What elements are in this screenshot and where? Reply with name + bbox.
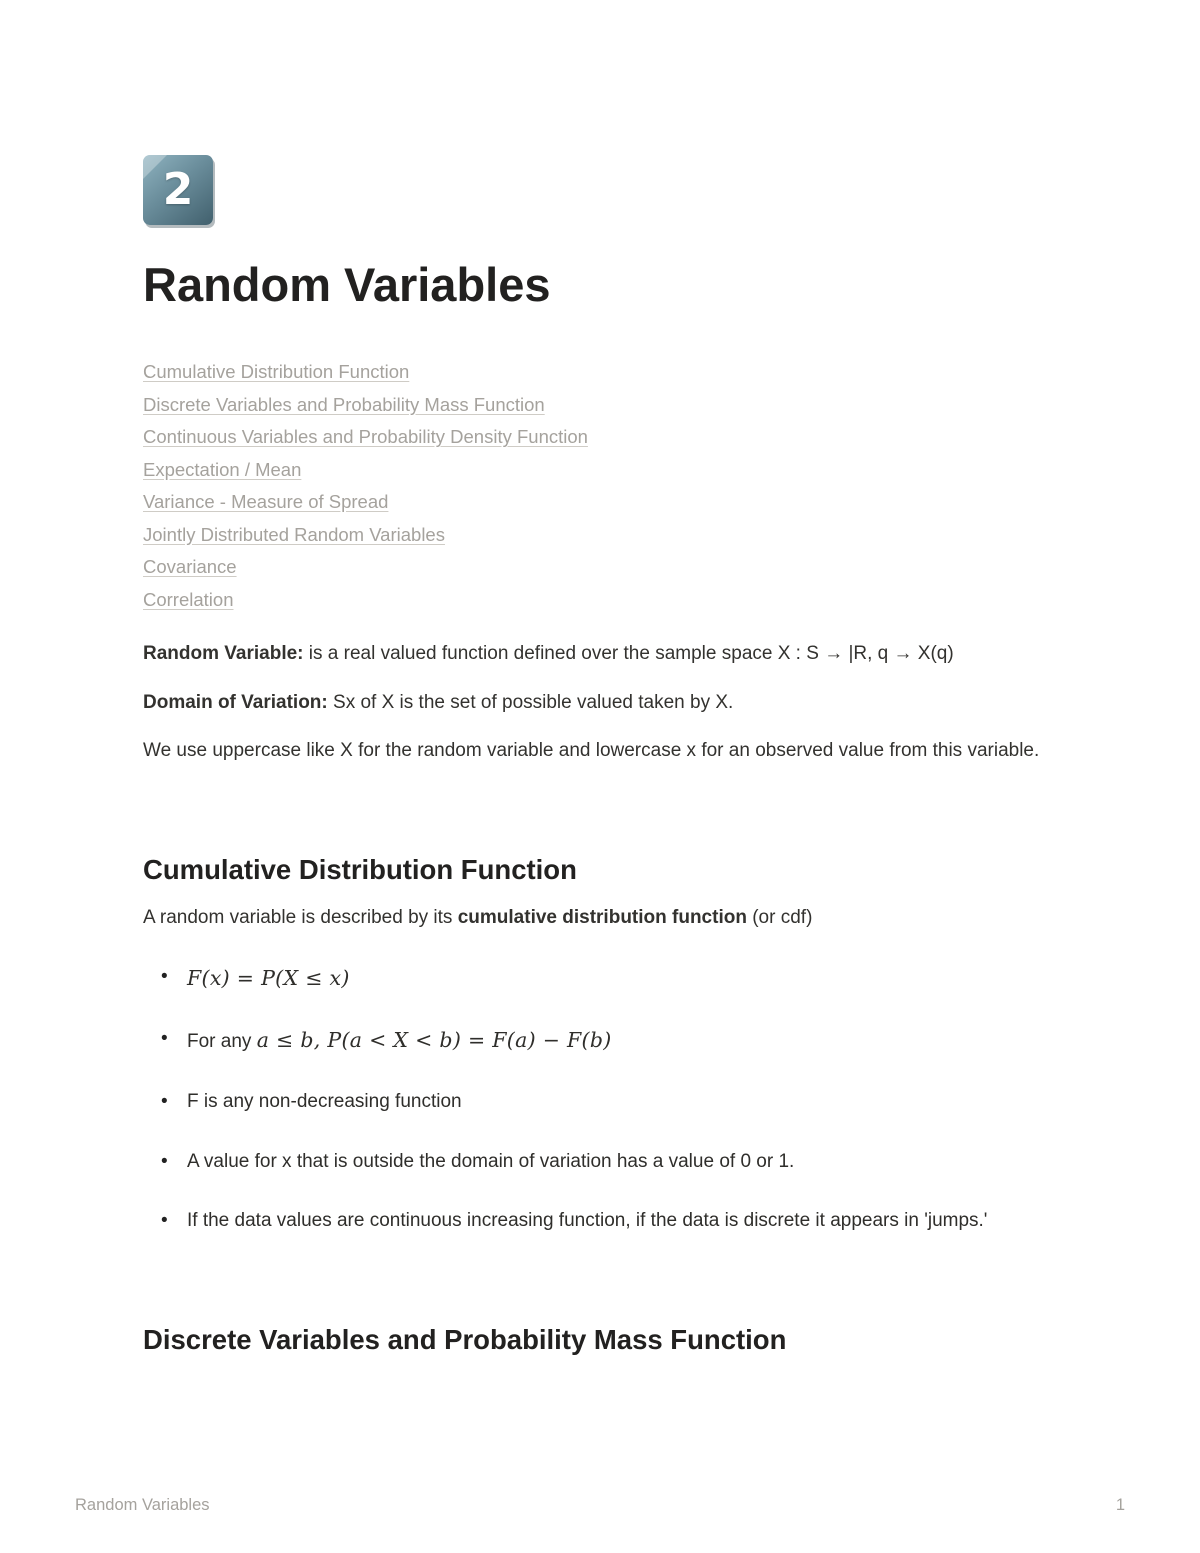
- paragraph-domain-of-variation: [143, 687, 1057, 720]
- table-of-contents: [143, 356, 1057, 616]
- paragraph-random-variable-definition: [143, 638, 1057, 671]
- list-item: [161, 1086, 1057, 1119]
- list-item-text: For any: [187, 1031, 257, 1053]
- section-heading-cdf: Cumulative Distribution Function: [143, 854, 577, 886]
- cdf-bullet-list: [143, 961, 1057, 1238]
- math-expression: F(x) = P(X ≤ x): [187, 965, 350, 990]
- list-item-text: F is any non-decreasing function: [187, 1091, 462, 1113]
- footer-document-title: Random Variables: [75, 1496, 210, 1514]
- section-heading-pmf: Discrete Variables and Probability Mass Function: [143, 1324, 787, 1356]
- toc-link-covariance[interactable]: Covariance: [143, 556, 237, 577]
- list-item: [161, 1205, 1057, 1238]
- list-item-text: A value for x that is outside the domain of variation has a value of 0 or 1.: [187, 1150, 795, 1172]
- cdf-intro-post: (or cdf): [746, 907, 813, 929]
- toc-link-variance[interactable]: Variance - Measure of Spread: [143, 491, 389, 512]
- toc-link-jointly-distributed[interactable]: Jointly Distributed Random Variables: [143, 523, 445, 545]
- term-random-variable: Random Variable:: [143, 643, 304, 664]
- page-icon-digit: 2: [162, 164, 194, 215]
- toc-link-continuous-variables-pdf[interactable]: Continuous Variables and Probability Density Function: [143, 426, 588, 447]
- paragraph-cdf-intro: [143, 902, 1057, 935]
- toc-link-cumulative-distribution-function[interactable]: Cumulative Distribution Function: [143, 361, 410, 382]
- list-item: [161, 1146, 1057, 1179]
- list-item: [161, 1023, 1057, 1059]
- page-icon-keycap-2: [143, 155, 213, 225]
- paragraph-uppercase-convention: We use uppercase like X for the random variable and lowercase x for an observed value from this variable.: [143, 740, 1040, 762]
- definition-text: Sx of X is the set of possible valued taken by X.: [327, 691, 734, 713]
- toc-link-discrete-variables-pmf[interactable]: Discrete Variables and Probability Mass Function: [143, 393, 545, 415]
- toc-link-expectation-mean[interactable]: Expectation / Mean: [143, 458, 302, 480]
- page-footer: [75, 1496, 1125, 1515]
- list-item-text: If the data values are continuous increasing function, if the data is discrete it appears in 'jumps.': [187, 1210, 988, 1232]
- toc-link-correlation[interactable]: Correlation: [143, 588, 234, 610]
- list-item: [161, 961, 1057, 997]
- definition-text: is a real valued function defined over the sample space X : S → |R, q → X(q): [303, 643, 954, 664]
- cdf-intro-pre: A random variable is described by its: [143, 907, 458, 929]
- math-expression: a ≤ b, P(a < X < b) = F(a) − F(b): [256, 1028, 612, 1053]
- footer-page-number: 1: [1115, 1496, 1125, 1514]
- page-title: Random Variables: [143, 258, 551, 311]
- term-cdf: cumulative distribution function: [457, 907, 747, 929]
- term-domain-of-variation: Domain of Variation:: [143, 691, 328, 713]
